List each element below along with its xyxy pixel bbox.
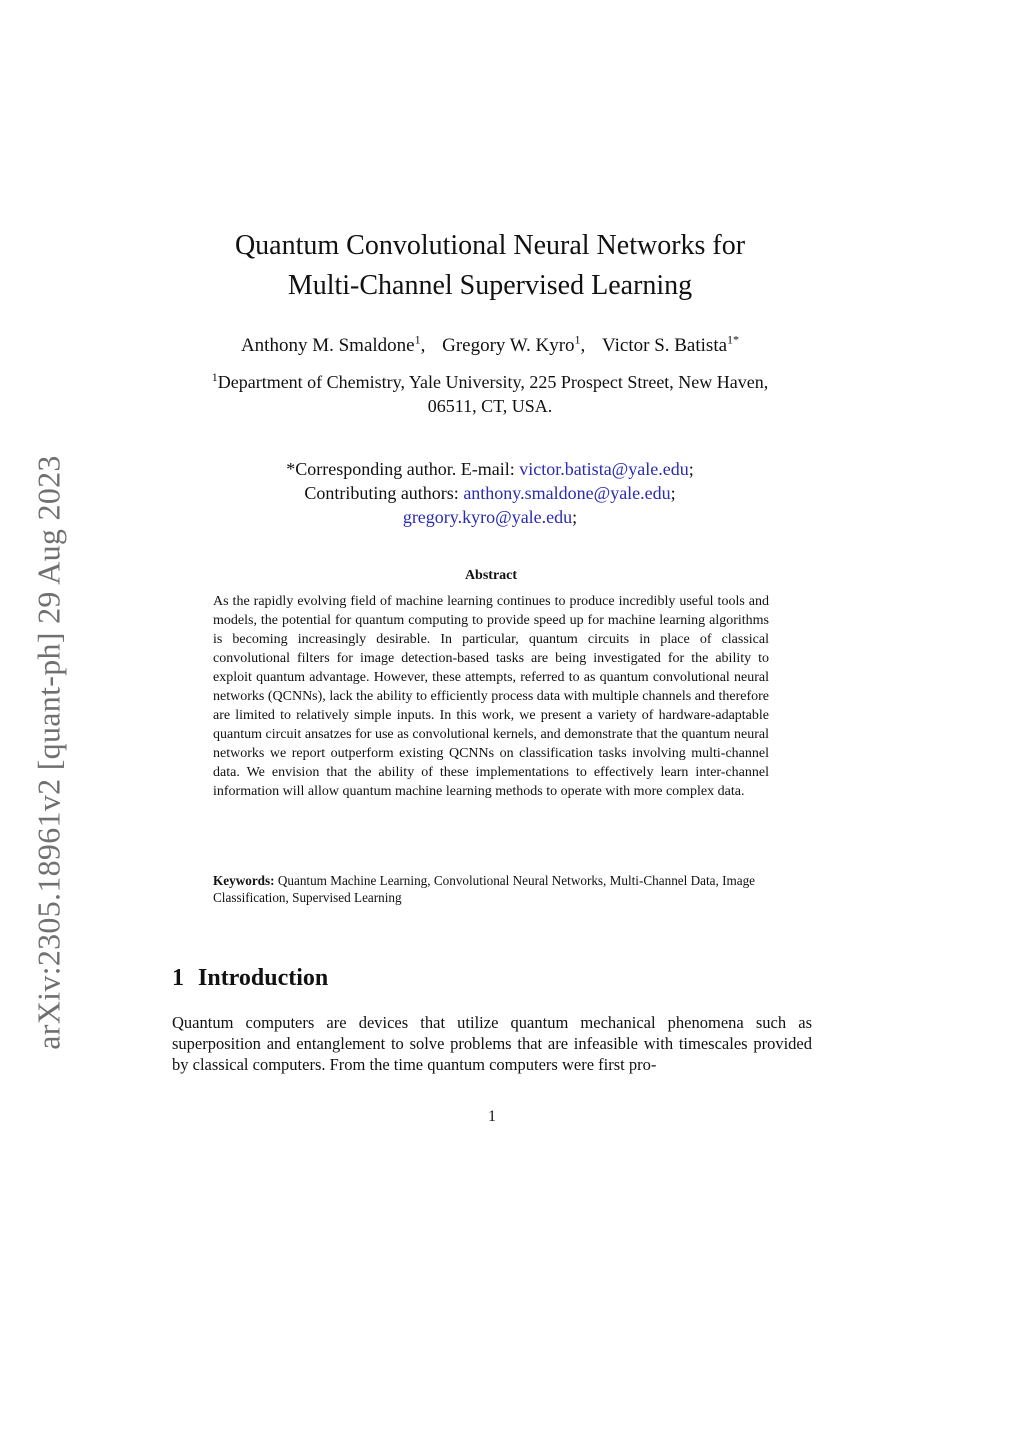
author: Gregory W. Kyro$^1$,: [442, 332, 586, 356]
corresponding-email-link[interactable]: victor.batista@yale.edu: [519, 459, 689, 479]
abstract-body: As the rapidly evolving field of machine learning continues to produce incredibly useful tools and models, the potential for quantum computing to provide speed up for machine learning algorithms is becoming increasingly desirable. In particular, quantum circuits in place of classical convolutional filters for image detection-based tasks are being investigated for the ability to exploit quantum advantage. However, these attempts, referred to as quantum convolutional neural networks (QCNNs), lack the ability to efficiently process data with multiple channels and therefore are limited to relatively simple inputs. In this work, we present a variety of hardware-adaptable quantum circuit ansatzes for use as convolutional kernels, and demonstrate that the quantum neural networks we report outperform existing QCNNs on classification tasks involving multi-channel data. We envision that the ability of these implementations to effectively learn inter-channel information will allow quantum machine learning methods to operate with more complex data.: [213, 594, 769, 799]
section-number: 1: [172, 965, 184, 991]
title-line-2: Multi-Channel Supervised Learning: [287, 270, 693, 301]
contributing-label: Contributing authors:: [304, 483, 459, 503]
corresponding-label: *Corresponding author. E-mail:: [286, 459, 515, 479]
contributing-email-link-2[interactable]: gregory.kyro@yale.edu: [402, 507, 573, 527]
affiliation-text: Department of Chemistry, Yale University, 225 Prospect Street, New Haven, 06511, CT, USA.: [217, 372, 769, 416]
contributing-line-2: [200, 505, 780, 529]
separator: ;: [688, 459, 694, 479]
arxiv-side-stamp: [28, 430, 70, 1075]
contact-block: [200, 457, 780, 529]
keywords-label: Keywords:: [213, 873, 275, 888]
abstract-heading: Abstract: [464, 568, 518, 583]
paper-title: [160, 226, 820, 306]
corresponding-line: [200, 457, 780, 481]
affiliation-mark: 1: [211, 370, 218, 384]
section-heading: [172, 965, 812, 992]
title-line-1: Quantum Convolutional Neural Networks for: [234, 230, 746, 261]
contributing-email-link-1[interactable]: anthony.smaldone@yale.edu: [463, 483, 671, 503]
keywords-text: Quantum Machine Learning, Convolutional Neural Networks, Multi-Channel Data, Image Classification, Supervised Learning: [213, 873, 756, 905]
affiliation: [200, 370, 780, 418]
author-affiliation-mark: 1*: [727, 332, 740, 347]
author-name: Anthony M. Smaldone: [240, 335, 415, 356]
keywords: [213, 872, 769, 906]
author: Anthony M. Smaldone$^1$,: [240, 332, 426, 356]
author-affiliation-mark: 1: [414, 332, 421, 347]
author-affiliation-mark: 1: [574, 332, 581, 347]
arxiv-identifier: arXiv:2305.18961v2 [quant-ph] 29 Aug 2023: [30, 455, 67, 1050]
contributing-line: [200, 481, 780, 505]
author-name: Victor S. Batista: [602, 335, 728, 356]
separator: ;: [670, 483, 676, 503]
author-list: [160, 333, 820, 359]
author-name: Gregory W. Kyro: [442, 335, 575, 356]
introduction-paragraph: Quantum computers are devices that utilize quantum mechanical phenomena such as superposition and entanglement to solve problems that are infeasible with timescales provided by classical computers. From the time quantum computers were first pro-: [172, 1013, 812, 1074]
page-number: 1: [488, 1108, 496, 1125]
author: [602, 333, 739, 359]
section-title: Introduction: [198, 965, 329, 991]
separator: ;: [572, 507, 578, 527]
